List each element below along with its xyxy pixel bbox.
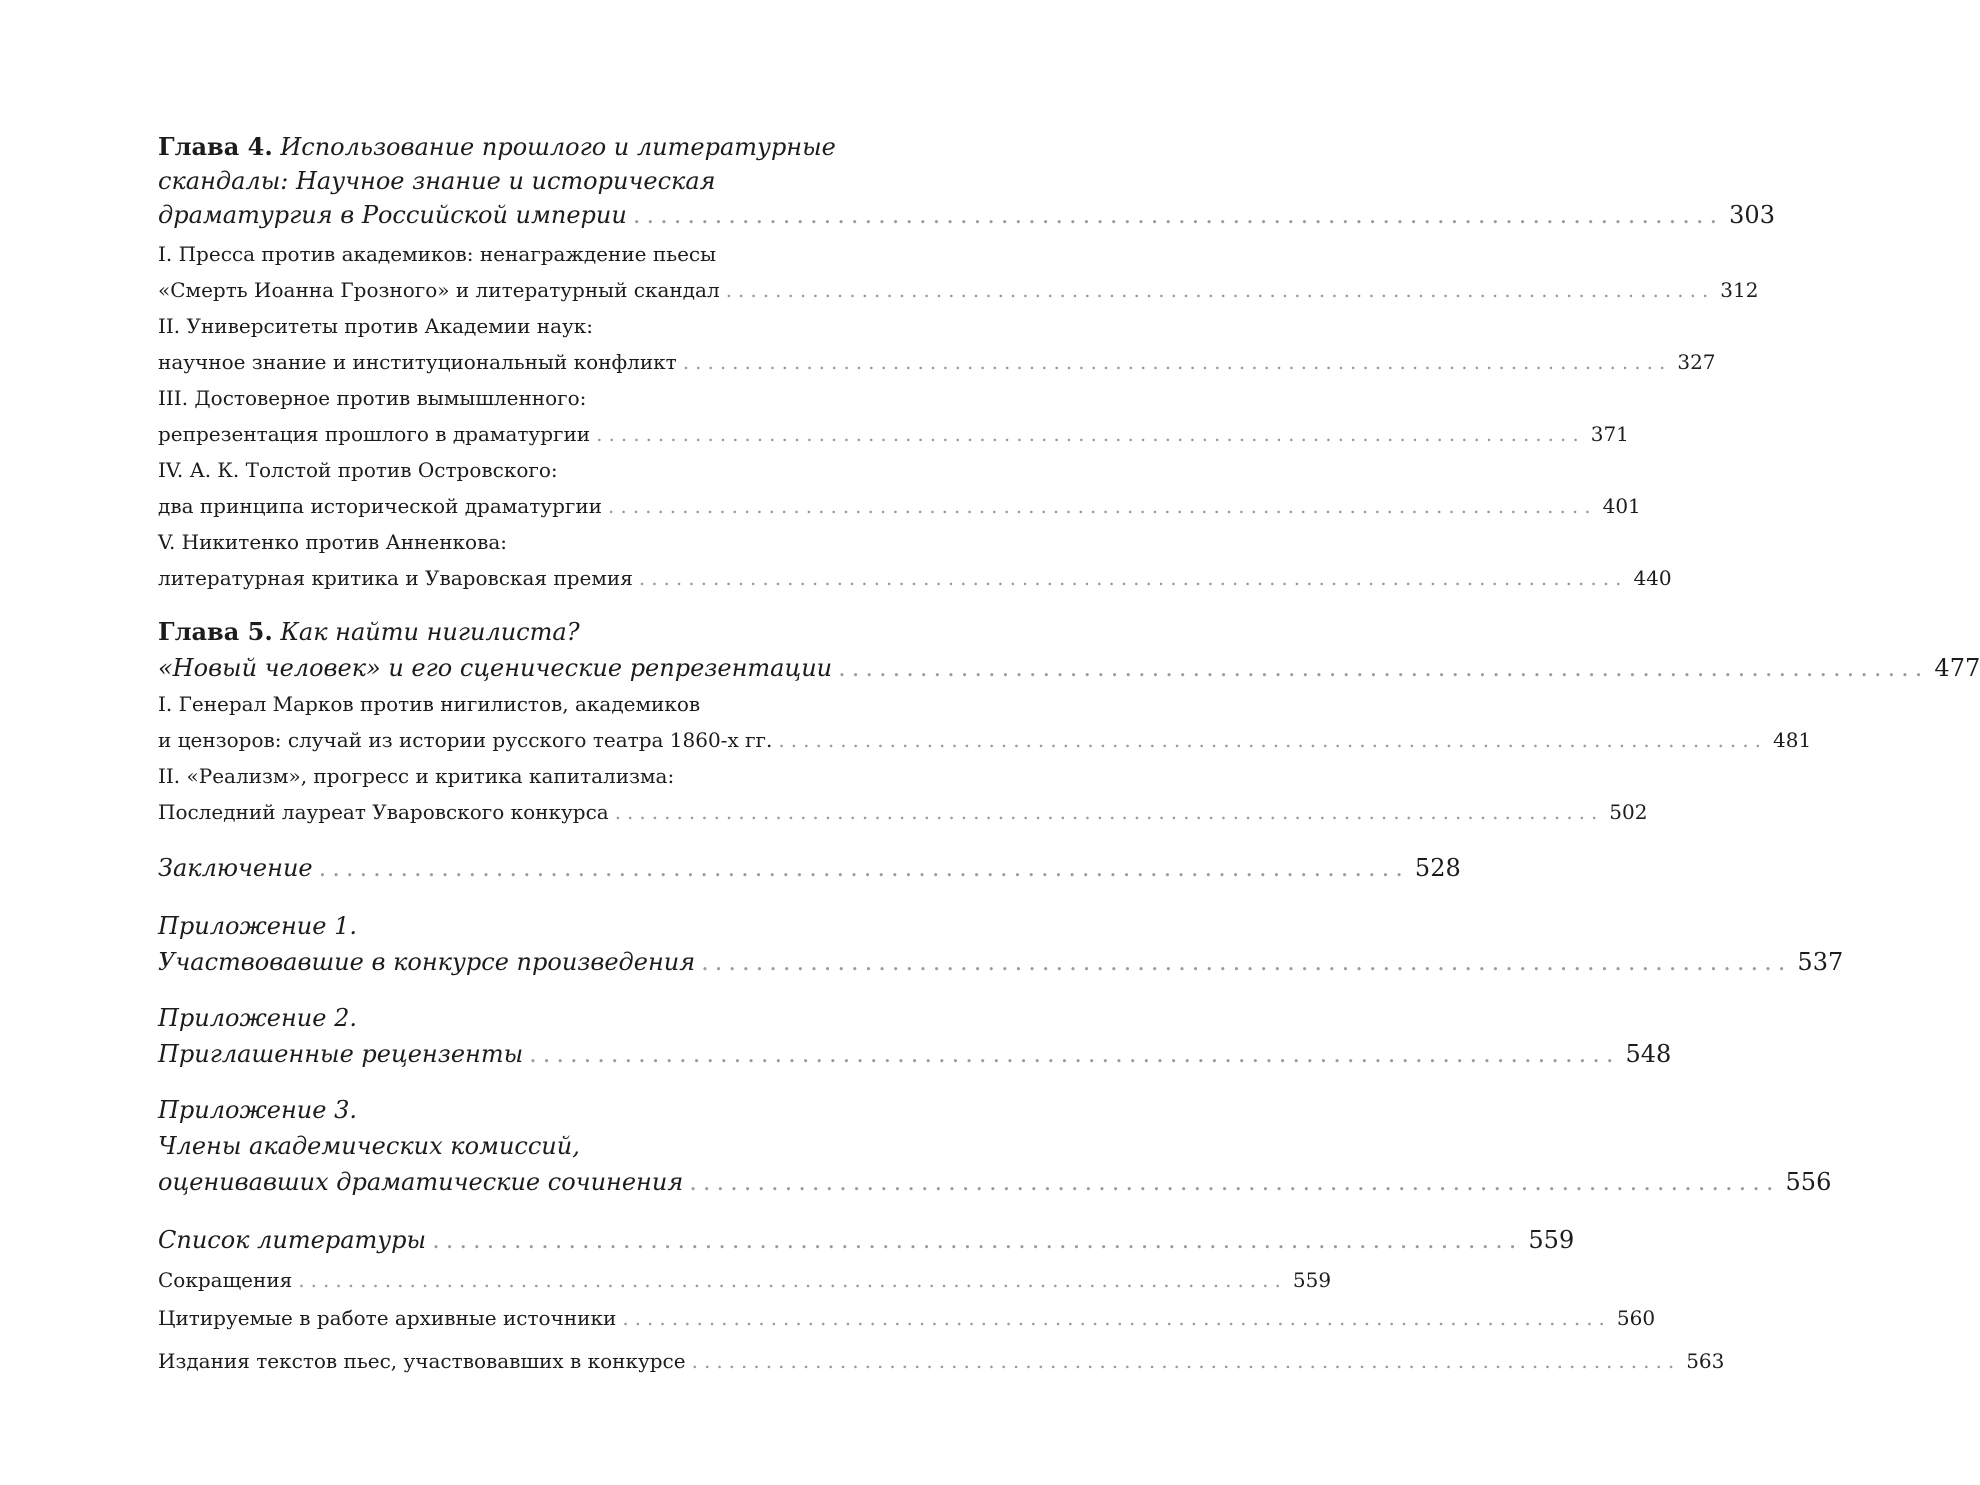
toc-chapter-4[interactable] [158,130,1775,232]
entry-title-line: Сокращения [158,1268,293,1292]
section-title-line: два принципа исторической драматургии [158,494,603,518]
dot-leader: ................................................................................ [596,422,1585,446]
dot-leader: ................................................................................ [298,1268,1287,1292]
toc-section-4-4[interactable] [158,452,1641,524]
chapter-title-line: «Новый человек» и его сценические репрезентации [158,654,833,682]
toc-appendix-1[interactable] [158,908,1844,980]
section-title-line: научное знание и институциональный конфликт [158,350,677,374]
entry-title-line: Издания текстов пьес, участвовавших в конкурсе [158,1349,686,1373]
toc-abbreviations[interactable] [158,1262,1332,1298]
section-title-line: Последний лауреат Уваровского конкурса [158,800,609,824]
dot-leader: ................................................................................ [691,1349,1681,1373]
page-number: 312 [1720,278,1759,302]
section-title-line: «Смерть Иоанна Грозного» и литературный скандал [158,278,720,302]
section-title-line: и цензоров: случай из истории русского театра 1860-х гг. [158,728,773,752]
dot-leader: ................................................................................ [682,350,1672,374]
section-title-line: V. Никитенко против Анненкова: [158,530,508,554]
dot-leader: ................................................................................ [701,948,1792,976]
dot-leader: ................................................................................ [689,1168,1780,1196]
toc-play-editions[interactable] [158,1343,1725,1379]
section-title-line: III. Достоверное против вымышленного: [158,386,587,410]
dot-leader: ................................................................................ [838,654,1929,682]
toc-section-4-1[interactable] [158,236,1759,308]
page-number: 502 [1609,800,1648,824]
page-number: 477 [1934,654,1980,682]
dot-leader: ................................................................................ [614,800,1604,824]
page-number: 548 [1625,1040,1672,1068]
toc-archival-sources[interactable] [158,1300,1656,1336]
toc-section-5-1[interactable] [158,686,1812,758]
entry-title-line: Цитируемые в работе архивные источники [158,1306,617,1330]
entry-title-line: оценивавших драматические сочинения [158,1168,684,1196]
entry-title-line: Список литературы [158,1226,427,1254]
page-number: 440 [1633,566,1672,590]
toc-appendix-3[interactable] [158,1092,1832,1200]
toc-section-4-3[interactable] [158,380,1629,452]
dot-leader: ................................................................................ [725,278,1715,302]
toc-conclusion[interactable] [158,850,1461,886]
entry-title-line: Приложение 3. [158,1096,357,1124]
chapter-title-line: скандалы: Научное знание и историческая [158,167,716,195]
dot-leader: ................................................................................ [432,1226,1523,1254]
page-number: 371 [1590,422,1629,446]
entry-title-line: Приложение 2. [158,1004,357,1032]
section-title-line: IV. А. К. Толстой против Островского: [158,458,558,482]
page-number: 560 [1616,1306,1656,1330]
section-title-line: II. Университеты против Академии наук: [158,314,594,338]
toc-appendix-2[interactable] [158,1000,1672,1072]
chapter-title-line: драматургия в Российской империи [158,201,627,229]
page-number: 528 [1414,854,1461,882]
page-number: 481 [1773,728,1812,752]
page-number: 556 [1785,1168,1832,1196]
page-number: 537 [1797,948,1844,976]
toc-chapter-5[interactable] [158,614,1980,686]
entry-title-line: Заключение [158,854,313,882]
page-number: 559 [1292,1268,1332,1292]
section-title-line: II. «Реализм», прогресс и критика капитализма: [158,764,675,788]
dot-leader: ................................................................................ [622,1306,1611,1330]
dot-leader: ................................................................................ [778,728,1767,752]
chapter-title-line: Использование прошлого и литературные [280,133,836,161]
page-number: 559 [1528,1226,1575,1254]
entry-title-line: Приглашенные рецензенты [158,1040,524,1068]
page-number: 401 [1602,494,1641,518]
page-number: 303 [1729,201,1775,229]
chapter-label: Глава 4. [158,132,273,161]
dot-leader: ................................................................................ [638,566,1628,590]
chapter-label: Глава 5. [158,617,273,646]
section-title-line: репрезентация прошлого в драматургии [158,422,591,446]
toc-bibliography[interactable] [158,1222,1575,1258]
section-title-line: I. Генерал Марков против нигилистов, академиков [158,692,701,716]
chapter-title-line: Как найти нигилиста? [280,618,580,646]
section-title-line: литературная критика и Уваровская премия [158,566,633,590]
toc-section-5-2[interactable] [158,758,1648,830]
dot-leader: ................................................................................ [318,854,1409,882]
section-title-line: I. Пресса против академиков: ненаграждение пьесы [158,242,717,266]
toc-section-4-2[interactable] [158,308,1716,380]
dot-leader: ................................................................................ [529,1040,1620,1068]
page-number: 327 [1677,350,1716,374]
entry-title-line: Приложение 1. [158,912,357,940]
dot-leader: ................................................................................ [632,201,1724,229]
dot-leader: ................................................................................ [608,494,1597,518]
toc-section-4-5[interactable] [158,524,1672,596]
entry-title-line: Участвовавшие в конкурсе произведения [158,948,696,976]
entry-title-line: Члены академических комиссий, [158,1132,580,1160]
page-number: 563 [1686,1349,1725,1373]
